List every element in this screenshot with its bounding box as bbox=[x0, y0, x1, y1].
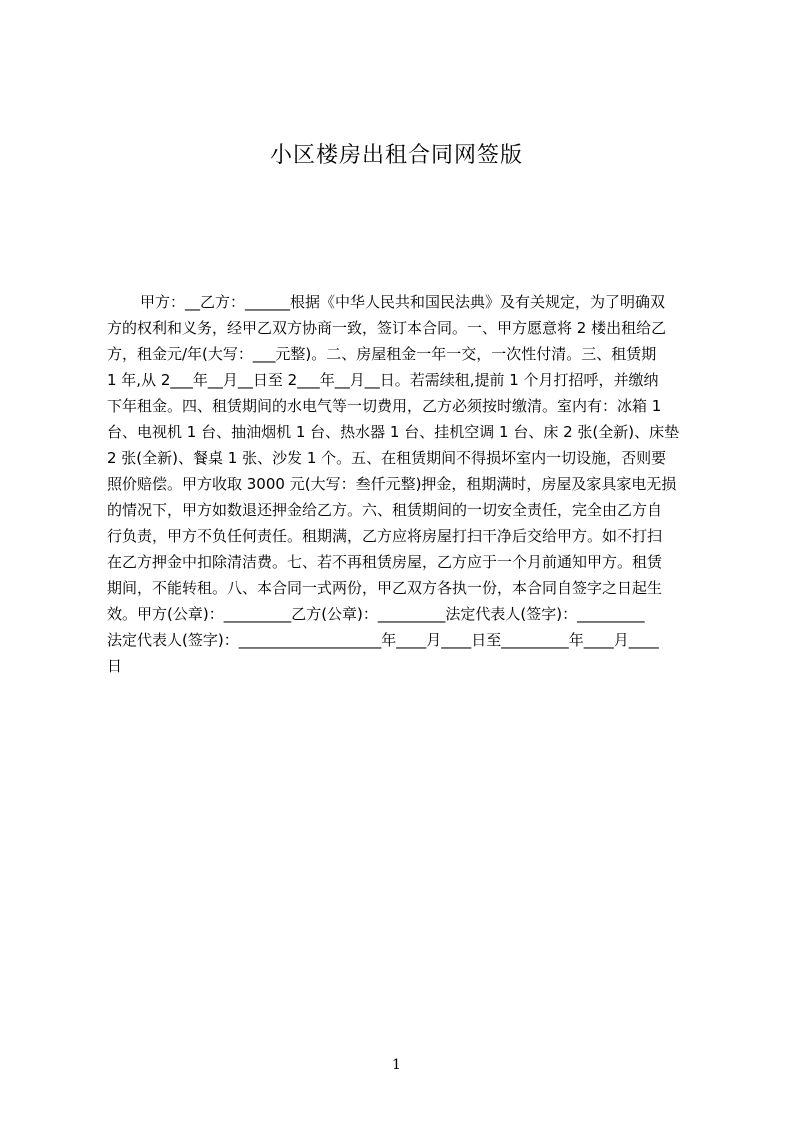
body-line: 方的权利和义务，经甲乙双方协商一致，签订本合同。一、甲方愿意将 2 楼出租给乙 bbox=[107, 319, 667, 337]
body-line: 在乙方押金中扣除清洁费。七、若不再租赁房屋，乙方应于一个月前通知甲方。租赁 bbox=[107, 553, 663, 571]
document-title: 小区楼房出租合同网签版 bbox=[269, 143, 523, 168]
body-line: 日 bbox=[107, 657, 123, 675]
page-number: 1 bbox=[392, 1057, 401, 1073]
body-line: 照价赔偿。甲方收取 3000 元(大写：叁仟元整)押金，租期满时，房屋及家具家电无损 bbox=[107, 475, 677, 493]
body-line: 甲方：__乙方：______根据《中华人民共和国民法典》及有关规定，为了明确双 bbox=[140, 293, 666, 311]
body-line: 的情况下，甲方如数退还押金给乙方。六、租赁期间的一切安全责任，完全由乙方自 bbox=[107, 501, 663, 519]
contract-body bbox=[107, 289, 697, 689]
body-line: 期间，不能转租。八、本合同一式两份，甲乙双方各执一份，本合同自签字之日起生 bbox=[107, 579, 663, 597]
body-line: 方，租金元/年(大写：___元整)。二、房屋租金一年一交，一次性付清。三、租赁期 bbox=[107, 345, 657, 363]
body-line: 2 张(全新)、餐桌 1 张、沙发 1 个。五、在租赁期间不得损坏室内一切设施，否则要 bbox=[107, 449, 667, 467]
body-line: 台、电视机 1 台、抽油烟机 1 台、热水器 1 台、挂机空调 1 台、床 2 张(全新)、床垫 bbox=[107, 423, 680, 441]
body-line: 法定代表人(签字)：___________________年____月____日至_________年____月____ bbox=[107, 631, 659, 649]
body-line: 下年租金。四、租赁期间的水电气等一切费用，乙方必须按时缴清。室内有：冰箱 1 bbox=[107, 397, 662, 415]
body-line: 1 年,从 2___年__月__日至 2___年__月__日。若需续租,提前 1 个月打招呼，并缴纳 bbox=[107, 371, 659, 389]
body-line: 行负责，甲方不负任何责任。租期满，乙方应将房屋打扫干净后交给甲方。如不打扫 bbox=[107, 527, 663, 545]
body-line: 效。甲方(公章)：_________乙方(公章)：_________法定代表人(签字)：_________ bbox=[107, 605, 645, 623]
